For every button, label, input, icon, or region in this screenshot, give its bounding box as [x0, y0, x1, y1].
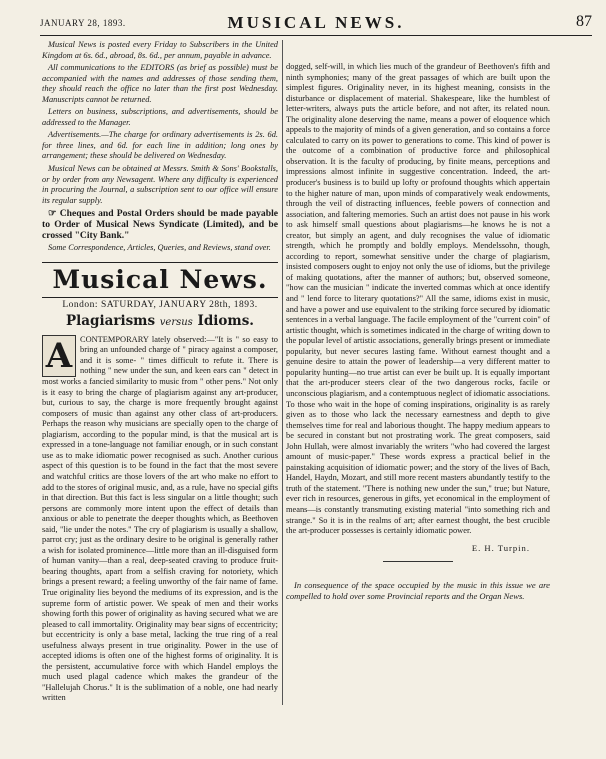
notice-availability: Musical News can be obtained at Messrs. Smith & Sons' Bookstalls, or by order from any Newsagent. Where any difficulty is experienced in procuring the Journal, a subscription sent to our office will ensure its regular supply.: [42, 164, 278, 205]
article-paragraph-1: CONTEMPORARY lately observed:—"It is " so easy to bring an unfounded charge of " piracy against a composer, and it is some- " times difficult to refute it. There is nothing " new under the sun, and keen ears can " detect in most works a fancied similarity to music from " other pens." Not only is it easy to bring the charge of plagiarism against any art-producer, but, curious to say, the charge is more frequently brought against composers of music than against any other class of art-producers. Perhaps the reason why musicians are specially open to the charge of plagiarism, according to the popular mind, is that the musical art is expressed in a tone-language not familiar enough, or in such constant use as to make idiomatic power recognised as such. Another curious aspect of this question is to be found in the fact that the most severe and watchful critics are those lovers of the art who make no effort to add to the stores of original music, and, as a rule, have no special gifts in that direction. But this fact is less singular on a little thought; such persons are commonly more intent upon the effect of details than anxious or able to penetrate the deeper thoughts which, as Beethoven said, "lie under the notes." The cry of plagiarism is usually a shallow, parrot cry; just as the ordinary desire to be original is generally rather a wish for isolated prominence—little more than an ill-disguised form of human vanity—than a real, deep-seated craving to produce fruit-bearing thoughts, apart from a selfish craving for notoriety, which brings a present reward; a feeling unworthy of the fair name of fame. True originality lies beyond the mediums of its expression, and is the supreme form of artistic power. We speak of men and their works showing forth this power of originality as having secured what we are pleased to call immortality. Originality may bear signs of eccentricity; but eccentricity is only a base metal, lacking the true ring of a real usefulness always present in true originality. Power in the use of accepted idioms is often one of the highest forms of originality. It is the persistent, accumulative force with which Handel employs the much used plagal cadence which makes the grandeur of the "Hallelujah Chorus." It is the sublimation of a noble, one had nearly written: [42, 334, 278, 703]
article-end-rule: [383, 561, 453, 562]
masthead: [42, 262, 278, 298]
article-paragraph-2: dogged, self-will, in which lies much of the grandeur of Beethoven's fifth and ninth symphonies; many of the great passages of which are built upon the simplest figures. Originality never, in its highest meaning, consists in the disturbance or displacement of material. Shakespeare, like the humblest of letter-writers, always puts the article before, and not after, its related noun. The originality alone deserving the name, means a power of eloquence which appeals to the majority of minds of a given generation, and so contains a force calculated to carry on its power to generations to come. This kind of power is the outcome of a combination of productive force and philosophical observation. It is the faculty of producing, by finite means, perceptions and impressions almost infinite in suggestive concentration. Indeed, the art-producer's business is to build up lofty or profound thoughts which appertain to the higher nature of man, upon minds of comparatively weak endowments, through the veil of distracting influences, feeble powers of connection and association, and faltering memories. Such an artist does not pause in his work to ask himself small questions about plagiarisms—he knows he is not a creator, but simply an agent, and duly recognises the value of idiomatic strength, which he promptly and boldly employs. Mendelssohn, though, according to report, somewhat sensitive under the charge of plagiarism, insisted composers ought to enjoy not only the use of idioms, but the privilege of making quotations, after the manner of authors; but, observed someone, "how can the musician " indicate the inverted commas which at once identify and " lend force to literary quotations?" All the same, idioms exist in music, and have a power and use equivalent to the striking force secured by idiomatic sentences in a verbal language. The facile employment of the "current coin" of artistic thought, which is sometimes indicated in the charge of writing down to the popular level of artistic associations, generally brings present or immediate popularity, but never secures lasting fame. Without earnest thought and a genuine desire to attain the power of leadership—a very different matter to popularity hunting—no true artist can ever be built up. It is equally important that the art-producer steers clear of the two dangerous rocks, facile or unconscious plagiarism, and a contemptuous neglect of idiomatic associations. To those who wait in the hope of coming inspirations, originality is as rarely given as to those who lack the necessary earnestness and depth to give themselves time for real and laborious thought. The happy medium appears to be secured in constant but not prostrating work. The great composers, said John Hullah, were almost invariably the writers "who had covered the largest amount of music-paper." These words express a practical belief in the painstaking acquisition of idiomatic power; and the story of the lives of Bach, Handel, Haydn, Mozart, and still more recent masters abundantly testify to the truth of the statement. "There is nothing new under the sun," true; but Nature, ever rich in resources, generous in gifts, yet economical in the employment of means—is constantly transmuting existing material "into something rich and strange." So it is in the realms of art; after earnest thought, the best crucible the art-producer possesses is certainly idiomatic power.: [286, 62, 550, 536]
article-title-versus: versus: [159, 317, 193, 329]
drop-cap: A: [42, 335, 76, 377]
article-title: [42, 313, 278, 330]
masthead-title: Musical News.: [52, 264, 268, 294]
header-rule: [40, 35, 592, 36]
article-body-left: [42, 335, 278, 704]
notice-subscription: Musical News is posted every Friday to Subscribers in the United Kingdom at 6s. 6d., abroad, 8s. 6d., per annum, payable in advance.: [42, 40, 278, 60]
right-column: [286, 62, 550, 604]
column-divider: [282, 40, 283, 705]
article-title-b: Idioms.: [197, 313, 255, 330]
article-signature: E. H. Turpin.: [471, 542, 530, 553]
page-number: 87: [576, 13, 592, 30]
article-title-a: Plagiarisms: [65, 313, 156, 330]
page-header: [40, 10, 592, 34]
notice-stand-over: Some Correspondence, Articles, Queries, and Reviews, stand over.: [48, 243, 271, 253]
editorial-footnote: In consequence of the space occupied by the music in this issue we are compelled to hold over some Provincial reports and the Organ News.: [286, 580, 550, 602]
notice-cheques: ☞ Cheques and Postal Orders should be made payable to Order of Musical News Syndicate (Limited), and be crossed "City Bank.": [42, 208, 278, 242]
notices: [42, 40, 278, 254]
masthead-rule-bottom: [42, 297, 278, 298]
header-title: MUSICAL NEWS.: [227, 13, 405, 32]
left-column: [42, 40, 278, 706]
masthead-rule-top: [42, 262, 278, 263]
notice-communications: All communications to the EDITORS (as brief as possible) must be accompanied with the names and addresses of those sending them, they should reach the office no later than the first post Wednesday. Manuscripts cannot be returned.: [42, 63, 278, 104]
header-date: JANUARY 28, 1893.: [40, 18, 126, 28]
dateline: London: SATURDAY, JANUARY 28th, 1893.: [62, 299, 258, 310]
notice-advertisements: Advertisements.—The charge for ordinary advertisements is 2s. 6d. for three lines, and 6d. for each line in addition; long ones by arrangement; these should be delivered on Wednesday.: [42, 130, 278, 161]
notice-business: Letters on business, subscriptions, and advertisements, should be addressed to the Manager.: [42, 107, 278, 127]
